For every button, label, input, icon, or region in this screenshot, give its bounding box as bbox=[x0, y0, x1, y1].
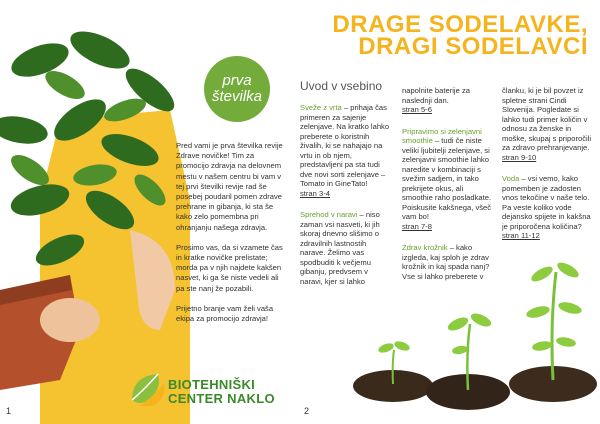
badge-line1: prva bbox=[222, 72, 252, 89]
item-text: – prihaja čas primeren za sajenje zelenjave. Na kratko lahko preberete o koristnih živalih, ki se nahajajo na vrtu in ob njem, predstavljeni pa sta tudi dve novi sorti zelenjave – Tomato in GineTato! bbox=[300, 103, 390, 188]
contents-heading: Uvod v vsebino bbox=[300, 79, 383, 93]
intro-text bbox=[176, 141, 288, 334]
page-number: 2 bbox=[304, 406, 310, 416]
item-title: Zdrav krožnik bbox=[402, 243, 448, 252]
page-reference-link[interactable]: stran 7-8 bbox=[402, 221, 432, 231]
contents-item bbox=[502, 174, 596, 241]
item-text: napolnite baterije za naslednji dan. bbox=[402, 86, 470, 105]
page-reference-link[interactable]: stran 5-6 bbox=[402, 105, 432, 114]
item-text: – tudi če niste veliki ljubitelji zelenjave, si zelenjavni smoothie lahko naredite v kombinaciji s svežim sadjem, in tako prekrijete okus, ali smoothie raho posladkate. Poiskusite kakšnega, všeč vam bo! bbox=[402, 136, 492, 221]
contents-item bbox=[402, 86, 494, 115]
contents-item bbox=[502, 86, 596, 162]
page-reference-link[interactable]: stran 3-4 bbox=[300, 188, 330, 198]
intro-paragraph: Prosimo vas, da si vzamete čas in kratke novičke prelistate; morda pa v njih najdete kakšen nasvet, ki ga še niste vedeli ali pa ste nanj že pozabili. bbox=[176, 242, 283, 293]
item-title: Sprehod v naravi bbox=[300, 210, 358, 219]
item-title: Pripravimo si zelenjavni smoothie bbox=[402, 126, 482, 145]
page-title bbox=[332, 11, 588, 60]
item-text: članku, ki je bil povzet iz spletne strani Cindi Slovenija. Pogledate si lahko tudi primer količin v odnosu za ženske in moške, skupaj s priporočili za zdravo prehranjevanje. bbox=[502, 86, 592, 152]
leaf-logo-icon bbox=[128, 370, 168, 410]
item-text: – niso zaman vsi nasveti, ki jih skoraj dnevno slišimo o zdravilnih lastnostih narave. Želimo vas spodbuditi k večjemu gibanju, predvsem v naravi, kjer si lahko bbox=[300, 210, 380, 286]
page-number: 1 bbox=[6, 406, 12, 416]
item-title: Voda bbox=[502, 174, 520, 183]
contents-item bbox=[402, 127, 494, 232]
intro-paragraph: Pred vami je prva številka revije Zdrave novičke! Tim za promocijo zdravja na delovnem mestu v našem centru bi vam v tej prvi številki revije rad še posebej poudaril pomen zdrave prehrane in gibanja, ki sta še kako zelo pomembna pri ohranjanju našega zdravja. bbox=[176, 141, 283, 232]
first-issue-badge bbox=[204, 56, 270, 122]
biotehniski-center-logo bbox=[128, 370, 293, 416]
logo-line1: BIOTEHNIŠKI bbox=[168, 377, 256, 392]
item-text: – kako izgleda, kaj sploh je zdrav krožnik in kaj spada nanj? Vse si lahko preberete v bbox=[402, 243, 490, 281]
potted-plant-image bbox=[0, 0, 200, 424]
page-reference-link[interactable]: stran 11-12 bbox=[502, 231, 540, 240]
intro-paragraph: Prijetno branje vam želi vaša ekipa za promocijo zdravja! bbox=[176, 303, 274, 324]
title-line1: DRAGE SODELAVKE, bbox=[332, 11, 588, 38]
page-reference-link[interactable]: stran 9-10 bbox=[502, 152, 537, 162]
badge-line2: številka bbox=[211, 88, 263, 105]
contents-item bbox=[300, 103, 392, 198]
item-text: – vsi vemo, kako pomemben je zadosten vnos tekočine v naše telo. Pa veste koliko vode dejansko spijete in kakšna je priporočena količina? bbox=[502, 174, 591, 231]
item-title: Sveže z vrta bbox=[300, 103, 342, 112]
logo-line2: CENTER NAKLO bbox=[168, 391, 275, 406]
right-page bbox=[300, 0, 600, 424]
contents-column-3 bbox=[502, 86, 596, 253]
sprouting-seedlings-image bbox=[348, 254, 600, 424]
title-line2: DRAGI SODELAVCI bbox=[358, 33, 588, 60]
